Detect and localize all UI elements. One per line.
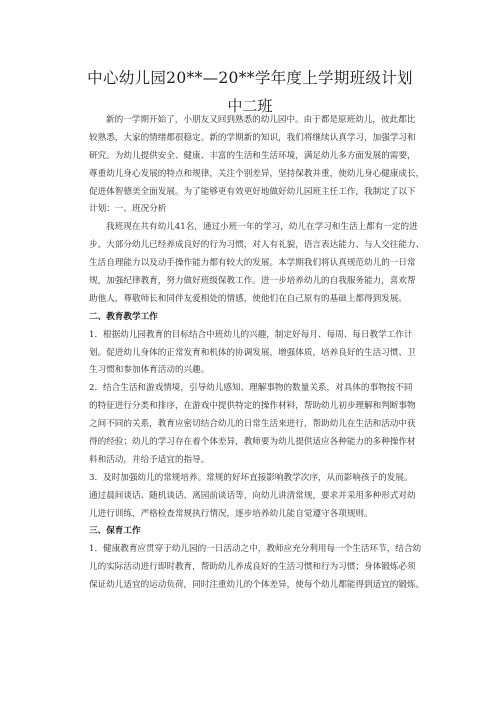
- document-title: 中心幼儿园20**—20**学年度上学期班级计划: [87, 69, 413, 87]
- text-line: 助他人，尊敬师长和同伴友爱相处的情感，使他们在自己原有的基础上都得到发展。: [89, 293, 407, 304]
- text-line: 1．健康教育应贯穿于幼儿园的一日活动之中，教师应充分利用每一个生活环节，结合幼: [89, 544, 422, 555]
- document-body: [89, 112, 425, 595]
- text-line: 3．及时加强幼儿的常规培养。常规的好坏直接影响教学次序，从而影响孩子的发展。: [89, 472, 413, 483]
- text-line: 保证幼儿适宜的运动负荷，同时注重幼儿的个体差异，使每个幼儿都能得到适宜的锻炼。: [89, 580, 425, 591]
- text-line: 研究。为幼儿提供安全、健康、丰富的生活和生活环境，满足幼儿多方面发展的需要，: [89, 150, 416, 161]
- text-line: 步。大部分幼儿已经养成良好的行为习惯，对人有礼貌，语言表达能力、与人交往能力、: [89, 240, 425, 251]
- section-heading: 三、保育工作: [89, 526, 141, 537]
- text-line: 的特征进行分类和排序，在游戏中提供特定的操作材料，帮助幼儿初步理解和判断事物: [89, 401, 416, 412]
- text-line: 划。促进幼儿身体的正常发育和机体的协调发展，增强体质，培养良好的生活习惯、卫: [89, 347, 416, 358]
- text-line: 较熟悉，大家的情绪都很稳定。新的学期新的知识，我们将继续认真学习，加强学习和: [89, 132, 416, 143]
- text-line: 得的经验；幼儿的学习存在着个体差异，教师要为幼儿提供适应各种能力的多种操作材: [89, 437, 416, 448]
- text-line: 之间不同的关系，教育应密切结合幼儿的日常生活来进行，帮助幼儿在生活和活动中获: [89, 419, 416, 430]
- class-name-subtitle: 中二班: [227, 97, 273, 115]
- text-line: 计划：一、班况分析: [89, 204, 167, 215]
- text-line: 促进体智德美全面发展。为了能够更有效更好地做好幼儿园班主任工作，我制定了以下: [89, 186, 416, 197]
- text-line: 1．根据幼儿园教育的目标结合中班幼儿的兴趣，制定好每月、每周、每日教学工作计: [89, 329, 413, 340]
- text-line: 儿的实际活动进行即时教育，帮助幼儿养成良好的生活习惯和行为习惯；身体锻炼必须: [89, 562, 416, 573]
- text-line: 儿进行训练，严格检查常规执行情况，逐步培养幼儿能自觉遵守各项规则。: [89, 508, 373, 519]
- text-line: 我班现在共有幼儿41名，通过小班一年的学习，幼儿在学习和生活上都有一定的进: [106, 222, 418, 233]
- text-line: 生活自理能力以及动手操作能力都有较大的发展。本学期我们将认真规范幼儿的一日常: [89, 258, 416, 269]
- text-line: 尊重幼儿身心发展的特点和规律，关注个别差异，坚持保教并重，使幼儿身心健康成长，: [89, 168, 425, 179]
- section-heading: 二、教育教学工作: [89, 311, 158, 322]
- text-line: 通过晨间谈话、随机谈话、离园前谈话等，向幼儿讲清常规，要求并采用多种形式对幼: [89, 490, 416, 501]
- text-line: 新的一学期开始了，小朋友又回到熟悉的幼儿园中。由于都是原班幼儿，彼此都比: [106, 115, 416, 125]
- text-line: 料和活动，并给予适宜的指导。: [89, 454, 210, 465]
- text-line: 生习惯和参加体育活动的兴趣。: [89, 365, 210, 376]
- text-line: 规，加强纪律教育，努力做好班级保教工作。进一步培养幼儿的自我服务能力，喜欢帮: [89, 276, 416, 287]
- text-line: 2．结合生活和游戏情境，引导幼儿感知、理解事物的数量关系，对具体的事物按不同: [89, 383, 413, 394]
